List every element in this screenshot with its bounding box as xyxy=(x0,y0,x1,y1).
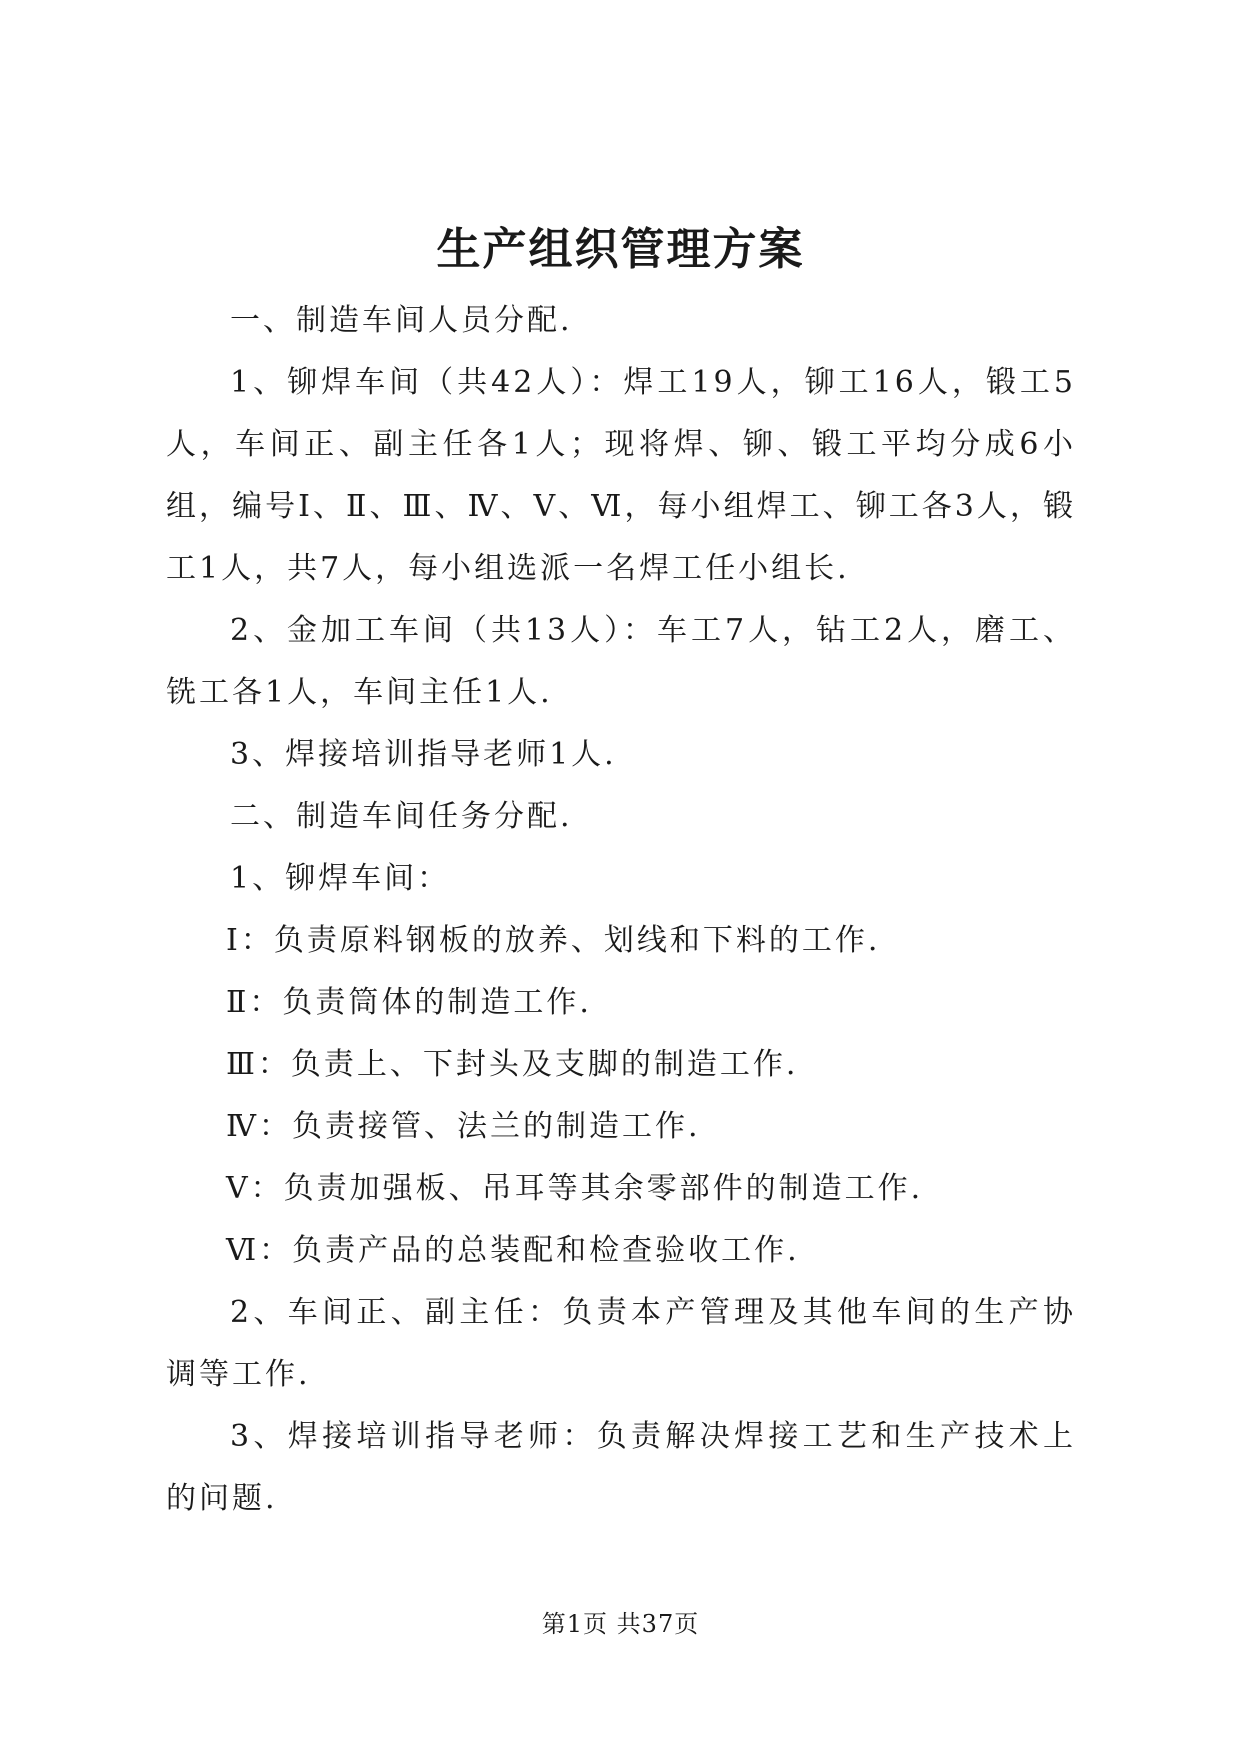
task-item-3: Ⅲ：负责上、下封头及支脚的制造工作. xyxy=(226,1047,799,1082)
document-body xyxy=(166,290,1076,1530)
page-indicator: 第1页 共37页 xyxy=(541,1610,700,1638)
document-title: 生产组织管理方案 xyxy=(436,224,805,275)
task-item-2: Ⅱ：负责筒体的制造工作. xyxy=(226,985,592,1020)
paragraph-directors: 2、车间正、副主任：负责本产管理及其他车间的生产协调等工作. xyxy=(166,1295,1076,1392)
section-heading-1: 一、制造车间人员分配. xyxy=(230,303,573,338)
task-item-5: Ⅴ：负责加强板、吊耳等其余零部件的制造工作. xyxy=(226,1171,924,1206)
paragraph-riveting-staff: 1、铆焊车间（共42人）：焊工19人，铆工16人，锻工5人，车间正、副主任各1人；现将焊、铆、锻工平均分成6小组，编号Ⅰ、Ⅱ、Ⅲ、Ⅳ、Ⅴ、Ⅵ，每小组焊工、铆工各3人，锻工1人，共7人，每小组选派一名焊工任小组长. xyxy=(166,365,1076,586)
paragraph-welding-instructor: 3、焊接培训指导老师1人. xyxy=(230,737,617,772)
paragraph-riveting-workshop: 1、铆焊车间： xyxy=(230,861,451,896)
paragraph-machining-staff: 2、金加工车间（共13人）：车工7人，钻工2人，磨工、铣工各1人，车间主任1人. xyxy=(166,613,1076,710)
task-item-1: Ⅰ：负责原料钢板的放养、划线和下料的工作. xyxy=(226,923,881,958)
paragraph-instructor-duty: 3、焊接培训指导老师：负责解决焊接工艺和生产技术上的问题. xyxy=(166,1419,1076,1516)
task-item-6: Ⅵ：负责产品的总装配和检查验收工作. xyxy=(226,1233,800,1268)
task-item-4: Ⅳ：负责接管、法兰的制造工作. xyxy=(226,1109,701,1144)
section-heading-2: 二、制造车间任务分配. xyxy=(230,799,573,834)
